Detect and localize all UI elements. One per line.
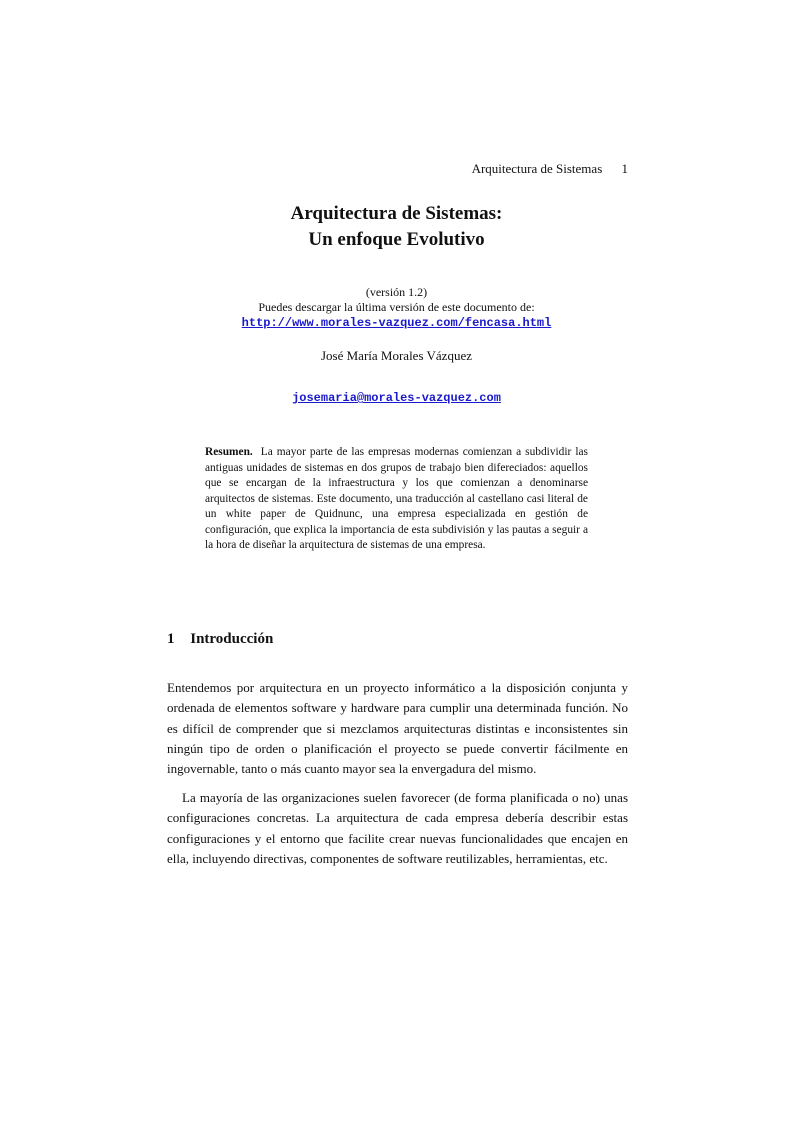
page-number: 1: [621, 161, 628, 176]
abstract: [205, 445, 588, 554]
section-heading: [167, 629, 273, 649]
paragraph: La mayoría de las organizaciones suelen favorecer (de forma planificada o no) unas configuraciones concretas. La arquitectura de cada empresa debería describir estas configuraciones y el entorno que facilite crear nuevas funcionalidades que encajen en ella, incluyendo directivas, componentes de software reutilizables, herramientas, etc.: [167, 790, 628, 866]
document-title: [0, 201, 793, 253]
download-link[interactable]: http://www.morales-vazquez.com/fencasa.html: [241, 316, 552, 330]
title-line-2: Un enfoque Evolutivo: [308, 229, 485, 250]
paragraph: Entendemos por arquitectura en un proyecto informático a la disposición conjunta y ordenada de elementos software y hardware para cumplir una determinada función. No es difícil de comprender que si mezclamos arquitecturas distintas e inconsistentes sin ningún tipo de orden o planificación el proyecto se puede convertir fácilmente en ingovernable, tanto o más cuanto mayor sea la envergadura del mismo.: [167, 680, 628, 777]
section-title: Introducción: [190, 631, 274, 647]
abstract-label: Resumen.: [205, 446, 253, 458]
download-text: Puedes descargar la última versión de este documento de:: [258, 300, 535, 314]
title-line-1: Arquitectura de Sistemas:: [290, 203, 503, 224]
section-number: 1: [167, 631, 175, 647]
version-label: (versión 1.2): [365, 285, 428, 299]
running-head-title: Arquitectura de Sistemas: [471, 161, 603, 176]
document-meta: [0, 285, 793, 331]
abstract-text: La mayor parte de las empresas modernas comienzan a subdividir las antiguas unidades de sistemas en dos grupos de trabajo bien difereciados: aquellos que se encargan de la infraestructura y los que comienzan a denominarse arquitectos de sistemas. Este documento, una traducción al castellano casi literal de un white paper de Quidnunc, una empresa especializada en gestión de configuración, que explica la importancia de esta subdivisión y las pautas a seguir a la hora de diseñar la arquitectura de sistemas de una empresa.: [205, 446, 588, 551]
running-head: [472, 160, 628, 178]
author-email-link[interactable]: josemaria@morales-vazquez.com: [292, 391, 501, 405]
author-name: José María Morales Vázquez: [320, 348, 472, 363]
